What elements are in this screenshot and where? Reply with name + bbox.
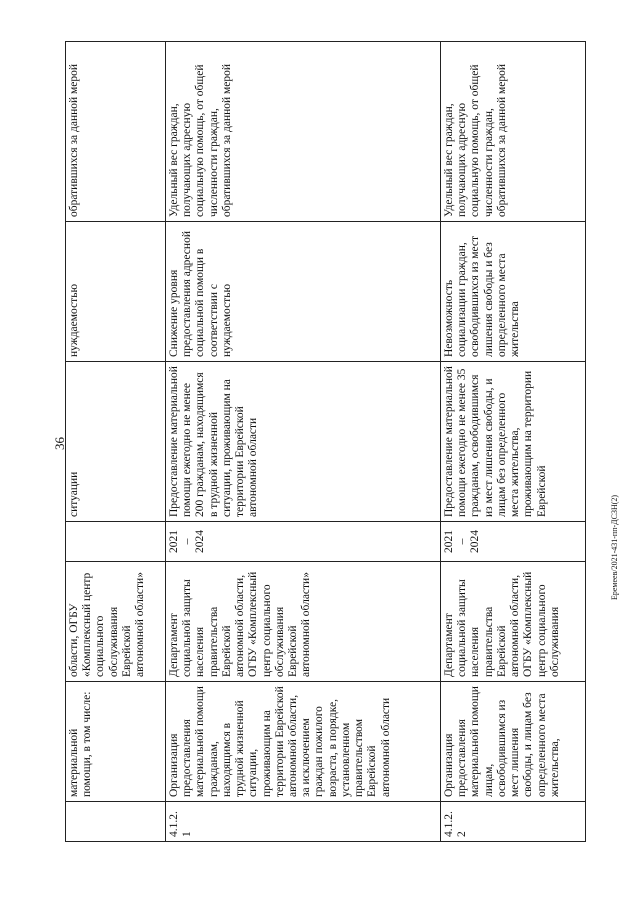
cell-indicator: Удельный вес граждан, получающих адресную социальную помощь, от общей численности граждан, обратившихся за данной мерой bbox=[166, 42, 441, 222]
cell-risk: нуждаемостью bbox=[66, 222, 166, 362]
cell-years bbox=[66, 522, 166, 562]
cell-years: 2021 – 2024 bbox=[166, 522, 441, 562]
table-row bbox=[441, 42, 586, 842]
program-measures-table bbox=[65, 41, 586, 842]
cell-risk: Снижение уровня предоставления адресной социальной помощи в соответствии с нуждаемостью bbox=[166, 222, 441, 362]
cell-number: 4.1.2.1 bbox=[166, 802, 441, 842]
cell-expected-result: Предоставление материальной помощи ежегодно не менее 35 гражданам, освободившимся из мест лишения свободы, и лицам без определенного места жительства, проживающим на территории Еврейской bbox=[441, 362, 586, 522]
cell-measure-name: Организация предоставления материальной помощи гражданам, находящимся в трудной жизненной ситуации, проживающим на территории Еврейской автономной области, за исключением граждан пожилого возраста, в порядке, установленном правительством Еврейской автономной области bbox=[166, 682, 441, 802]
cell-number bbox=[66, 802, 166, 842]
table-row bbox=[166, 42, 441, 842]
cell-risk: Невозможность социализации граждан, освободившихся из мест лишения свободы и без определенного места жительства bbox=[441, 222, 586, 362]
rotated-table-container bbox=[65, 42, 585, 842]
cell-executor: Департамент социальной защиты населения правительства Еврейской автономной области, ОГБУ «Комплексный центр социального обслуживания Еврейской автономной области» bbox=[166, 562, 441, 682]
cell-measure-name: Организация предоставления материальной помощи лицам, освободившимся из мест лишения свободы, и лицам без определенного места жительства, bbox=[441, 682, 586, 802]
page-number: 36 bbox=[52, 437, 67, 450]
cell-executor: Департамент социальной защиты населения правительства Еврейской автономной области, ОГБУ «Комплексный центр социального обслуживания bbox=[441, 562, 586, 682]
table-row bbox=[66, 42, 166, 842]
cell-indicator: обратившихся за данной мерой bbox=[66, 42, 166, 222]
cell-measure-name: материальной помощи, в том числе: bbox=[66, 682, 166, 802]
cell-indicator: Удельный вес граждан, получающих адресную социальную помощь, от общей численности граждан, обратившихся за данной мерой bbox=[441, 42, 586, 222]
cell-executor: области, ОГБУ «Комплексный центр социального обслуживания Еврейской автономной области» bbox=[66, 562, 166, 682]
footer-document-code: Еремеев/2021-431-пп-ДСЗН(2) bbox=[610, 494, 619, 600]
cell-number: 4.1.2.2 bbox=[441, 802, 586, 842]
cell-years: 2021 – 2024 bbox=[441, 522, 586, 562]
cell-expected-result: ситуации bbox=[66, 362, 166, 522]
cell-expected-result: Предоставление материальной помощи ежегодно не менее 200 гражданам, находящимся в трудной жизненной ситуации, проживающим на территории Еврейской автономной области bbox=[166, 362, 441, 522]
